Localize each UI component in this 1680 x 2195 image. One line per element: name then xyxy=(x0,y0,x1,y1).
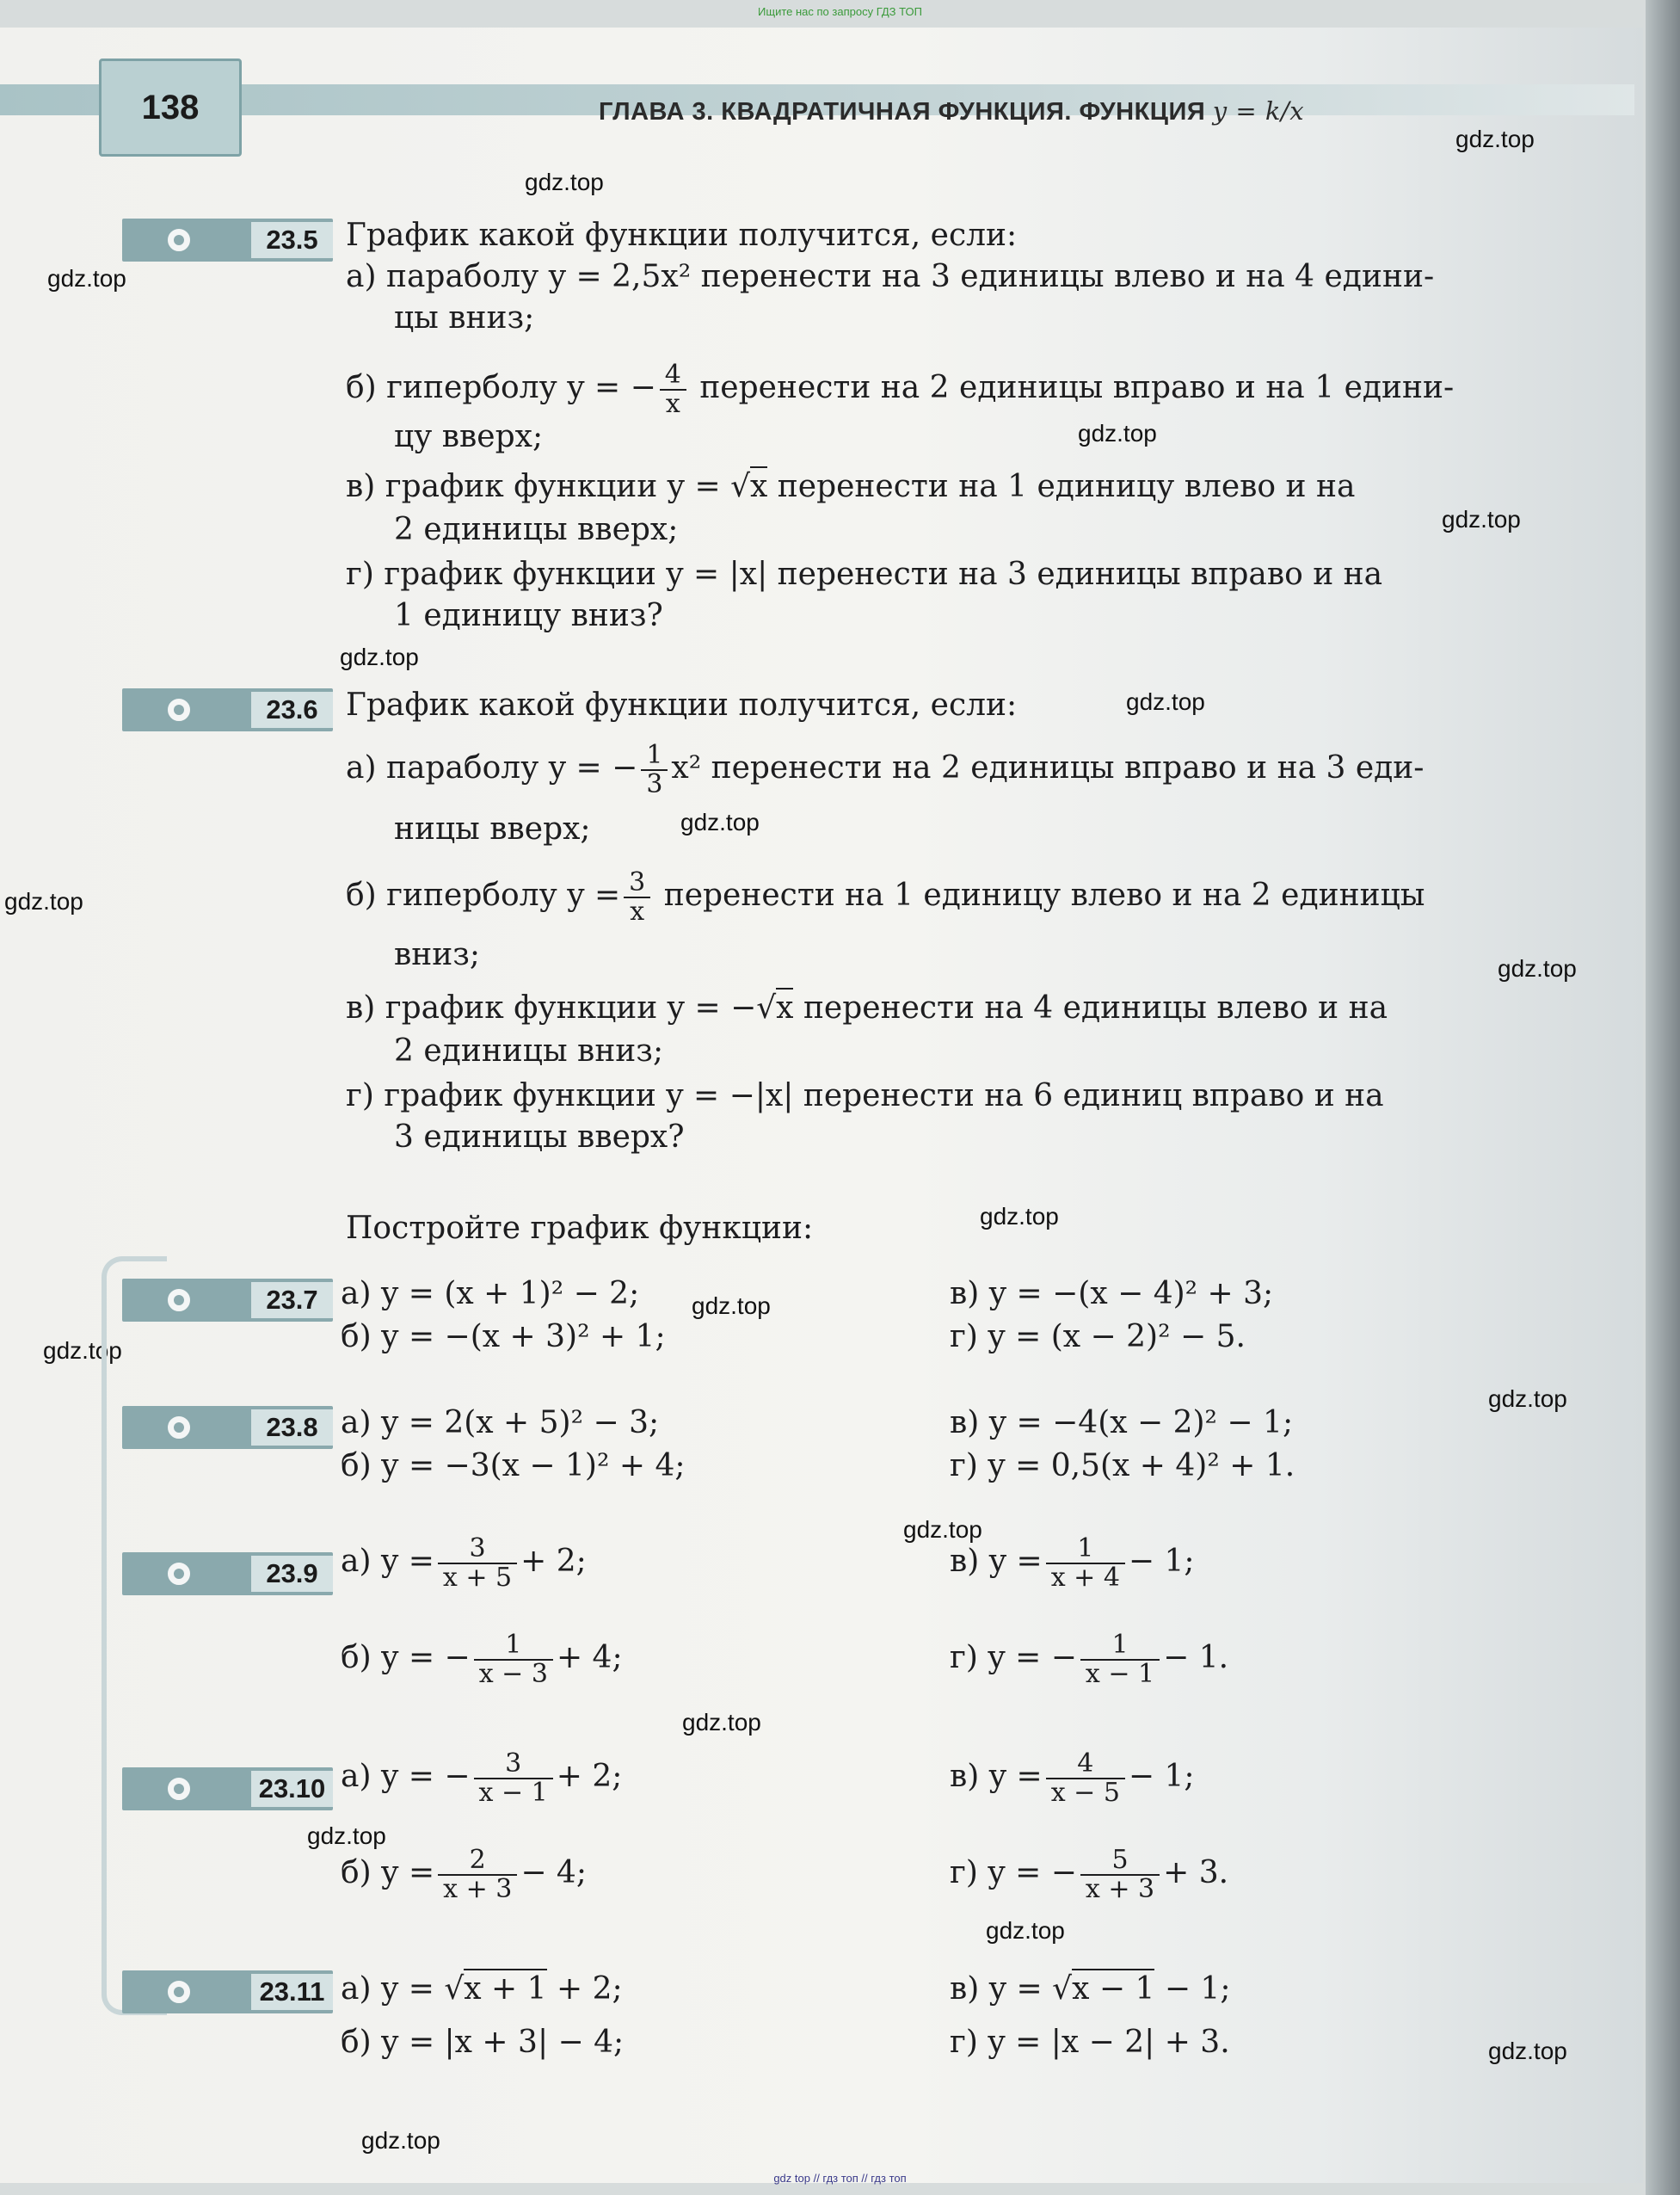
item-text: перенести на 4 единицы влево и на xyxy=(803,990,1388,1026)
watermark: gdz.top xyxy=(980,1203,1059,1230)
problem-number-badge xyxy=(122,1279,333,1322)
fraction xyxy=(474,1750,553,1807)
watermark: gdz.top xyxy=(4,888,83,915)
watermark: gdz.top xyxy=(340,644,419,670)
problem-item-b-cont: цу вверх; xyxy=(394,419,544,454)
page-number: 138 xyxy=(99,59,242,157)
bottom-note: gdz top // гдз топ // гдз топ xyxy=(773,2172,907,2185)
item-text: + 3. xyxy=(1163,1855,1229,1890)
radicand: x − 1 xyxy=(1072,1969,1154,2007)
section-title: Постройте график функции: xyxy=(346,1211,814,1246)
problem-number: 23.6 xyxy=(251,692,333,728)
item-text: в) график функции y = √ xyxy=(346,469,751,504)
item-text: б) гиперболу y = xyxy=(346,878,621,913)
numerator: 5 xyxy=(1080,1847,1160,1876)
problem-item-c xyxy=(950,1969,1230,2010)
problem-item-a: а) y = (x + 1)² − 2; xyxy=(341,1276,640,1311)
problem-question: График какой функции получится, если: xyxy=(346,687,1018,723)
numerator: 4 xyxy=(1046,1750,1125,1779)
numerator: 1 xyxy=(1046,1535,1125,1564)
problem-number: 23.7 xyxy=(251,1282,333,1318)
item-text: + 2; xyxy=(557,1971,623,2007)
level-circle-icon xyxy=(165,1560,193,1588)
top-note: Ищите нас по запросу ГДЗ ТОП xyxy=(758,5,922,18)
problem-item-d-cont: 1 единицу вниз? xyxy=(394,598,663,633)
denominator: x xyxy=(630,897,645,927)
item-text: б) гиперболу y = − xyxy=(346,370,656,405)
item-text: − 1; xyxy=(1128,1759,1195,1794)
denominator: x xyxy=(665,389,680,419)
denominator: x + 3 xyxy=(443,1874,513,1904)
numerator: 4 xyxy=(660,361,686,391)
denominator: x + 5 xyxy=(442,1563,513,1593)
problem-number: 23.11 xyxy=(251,1974,333,2010)
watermark: gdz.top xyxy=(525,169,604,195)
problem-item-a-cont: цы вниз; xyxy=(394,300,535,336)
problem-item-d: г) y = 0,5(x + 4)² + 1. xyxy=(950,1448,1295,1483)
item-text: + 2; xyxy=(556,1759,623,1794)
numerator: 3 xyxy=(474,1750,553,1779)
problem-number-badge xyxy=(122,1406,333,1449)
item-text: а) y = √ xyxy=(341,1971,465,2007)
problem-number-badge xyxy=(122,688,333,731)
item-text: б) y = − xyxy=(341,1640,471,1675)
fraction xyxy=(1080,1847,1160,1903)
chapter-title xyxy=(599,96,1304,126)
item-text: а) y = xyxy=(341,1544,434,1579)
fraction xyxy=(438,1847,517,1903)
problem-item-c xyxy=(950,1750,1195,1807)
numerator: 1 xyxy=(641,742,668,771)
problem-item-a xyxy=(346,742,1424,798)
watermark: gdz.top xyxy=(680,809,760,835)
watermark: gdz.top xyxy=(1078,420,1157,447)
item-text: в) y = √ xyxy=(950,1971,1073,2007)
watermark: gdz.top xyxy=(986,1917,1065,1944)
watermark: gdz.top xyxy=(1442,506,1521,533)
watermark: gdz.top xyxy=(1455,126,1535,152)
radicand: x + 1 xyxy=(464,1969,546,2007)
numerator: 1 xyxy=(1080,1631,1160,1661)
problem-item-a: а) y = 2(x + 5)² − 3; xyxy=(341,1405,660,1440)
chapter-title-text: КВАДРАТИЧНАЯ ФУНКЦИЯ. ФУНКЦИЯ xyxy=(721,98,1206,126)
numerator: 2 xyxy=(438,1847,517,1876)
problem-item-b xyxy=(346,361,1454,418)
item-text: перенести на 1 единицу влево и на 2 единицы xyxy=(663,878,1425,913)
problem-item-b xyxy=(346,869,1425,926)
level-circle-icon xyxy=(165,696,193,724)
denominator: x − 3 xyxy=(478,1659,548,1689)
watermark: gdz.top xyxy=(1126,688,1205,715)
numerator: 3 xyxy=(624,869,650,898)
watermark: gdz.top xyxy=(1498,955,1577,982)
item-text: − 1; xyxy=(1128,1544,1195,1579)
chapter-prefix: ГЛАВА 3. xyxy=(599,98,714,126)
watermark: gdz.top xyxy=(1488,1385,1567,1412)
fraction xyxy=(624,869,650,926)
problem-item-a xyxy=(341,1535,587,1592)
fraction xyxy=(1046,1535,1125,1592)
problem-item-b-cont: вниз; xyxy=(394,937,481,972)
problem-item-b: б) y = |x + 3| − 4; xyxy=(341,2025,625,2060)
problem-item-c-cont: 2 единицы вверх; xyxy=(394,512,679,547)
problem-item-d: г) график функции y = |x| перенести на 3 единицы вправо и на xyxy=(346,557,1383,592)
watermark: gdz.top xyxy=(361,2127,440,2154)
watermark: gdz.top xyxy=(307,1822,386,1849)
level-circle-icon xyxy=(165,226,193,254)
problem-item-d-cont: 3 единицы вверх? xyxy=(394,1119,685,1155)
problem-item-b: б) y = −3(x − 1)² + 4; xyxy=(341,1448,686,1483)
watermark: gdz.top xyxy=(903,1516,982,1543)
fraction xyxy=(474,1631,553,1688)
item-text: x² перенести на 2 единицы вправо и на 3 еди- xyxy=(671,750,1425,786)
problem-item-a: а) параболу y = 2,5x² перенести на 3 единицы влево и на 4 едини- xyxy=(346,259,1435,294)
problem-item-c xyxy=(950,1535,1195,1592)
item-text: − 1; xyxy=(1164,1971,1231,2007)
problem-item-a-cont: ницы вверх; xyxy=(394,811,591,847)
problem-question: График какой функции получится, если: xyxy=(346,218,1018,253)
problem-item-d: г) y = (x − 2)² − 5. xyxy=(950,1319,1246,1354)
problem-number: 23.8 xyxy=(251,1409,333,1446)
book-spine-shadow xyxy=(1646,0,1680,2195)
item-text: + 4; xyxy=(556,1640,623,1675)
problem-item-c: в) y = −(x − 4)² + 3; xyxy=(950,1276,1274,1311)
watermark: gdz.top xyxy=(682,1709,761,1736)
item-text: − 4; xyxy=(520,1855,587,1890)
fraction xyxy=(438,1535,517,1592)
problem-item-c xyxy=(346,988,1388,1029)
denominator: x + 3 xyxy=(1085,1874,1155,1904)
item-text: перенести на 2 единицы вправо и на 1 едини- xyxy=(699,370,1455,405)
item-text: г) y = − xyxy=(950,1640,1077,1675)
denominator: x + 4 xyxy=(1050,1563,1120,1593)
watermark: gdz.top xyxy=(47,265,126,292)
level-circle-icon xyxy=(165,1775,193,1803)
radicand: x xyxy=(750,466,767,504)
watermark: gdz.top xyxy=(692,1292,771,1319)
item-text: а) параболу y = − xyxy=(346,750,638,786)
fraction xyxy=(1046,1750,1125,1807)
level-circle-icon xyxy=(165,1286,193,1314)
fraction xyxy=(1080,1631,1160,1688)
problem-number-badge xyxy=(122,219,333,262)
problem-item-d xyxy=(950,1847,1228,1903)
problem-number: 23.9 xyxy=(251,1556,333,1592)
problem-item-d: г) график функции y = −|x| перенести на 6 единиц вправо и на xyxy=(346,1078,1384,1113)
problem-item-c: в) y = −4(x − 2)² − 1; xyxy=(950,1405,1294,1440)
radicand: x xyxy=(776,988,793,1026)
problem-item-b xyxy=(341,1631,623,1688)
problem-item-b: б) y = −(x + 3)² + 1; xyxy=(341,1319,666,1354)
denominator: x − 1 xyxy=(478,1778,548,1808)
fraction xyxy=(660,361,686,418)
item-text: в) y = xyxy=(950,1544,1043,1579)
item-text: в) график функции y = −√ xyxy=(346,990,777,1026)
problem-item-a xyxy=(341,1750,622,1807)
problem-number: 23.5 xyxy=(251,222,333,258)
problem-item-d xyxy=(950,1631,1228,1688)
watermark: gdz.top xyxy=(1488,2038,1567,2064)
problem-item-a xyxy=(341,1969,623,2010)
problem-item-d: г) y = |x − 2| + 3. xyxy=(950,2025,1230,2060)
item-text: а) y = − xyxy=(341,1759,471,1794)
numerator: 3 xyxy=(438,1535,517,1564)
denominator: x − 5 xyxy=(1050,1778,1120,1808)
denominator: x − 1 xyxy=(1085,1659,1155,1689)
problem-number-badge xyxy=(122,1552,333,1595)
problem-number-badge xyxy=(122,1970,333,2013)
item-text: в) y = xyxy=(950,1759,1043,1794)
chapter-formula: y = k/x xyxy=(1212,96,1305,126)
denominator: 3 xyxy=(646,769,663,799)
numerator: 1 xyxy=(474,1631,553,1661)
problem-item-c xyxy=(346,466,1355,508)
problem-number: 23.10 xyxy=(251,1771,333,1807)
item-text: − 1. xyxy=(1163,1640,1229,1675)
item-text: б) y = xyxy=(341,1855,435,1890)
problem-number-badge xyxy=(122,1767,333,1810)
level-circle-icon xyxy=(165,1414,193,1441)
watermark: gdz.top xyxy=(43,1337,122,1364)
fraction xyxy=(641,742,668,798)
problem-item-c-cont: 2 единицы вниз; xyxy=(394,1033,664,1069)
section-bracket xyxy=(102,1256,167,2015)
item-text: г) y = − xyxy=(950,1855,1077,1890)
problem-item-b xyxy=(341,1847,587,1903)
item-text: перенести на 1 единицу влево и на xyxy=(777,469,1356,504)
item-text: + 2; xyxy=(520,1544,587,1579)
level-circle-icon xyxy=(165,1978,193,2006)
